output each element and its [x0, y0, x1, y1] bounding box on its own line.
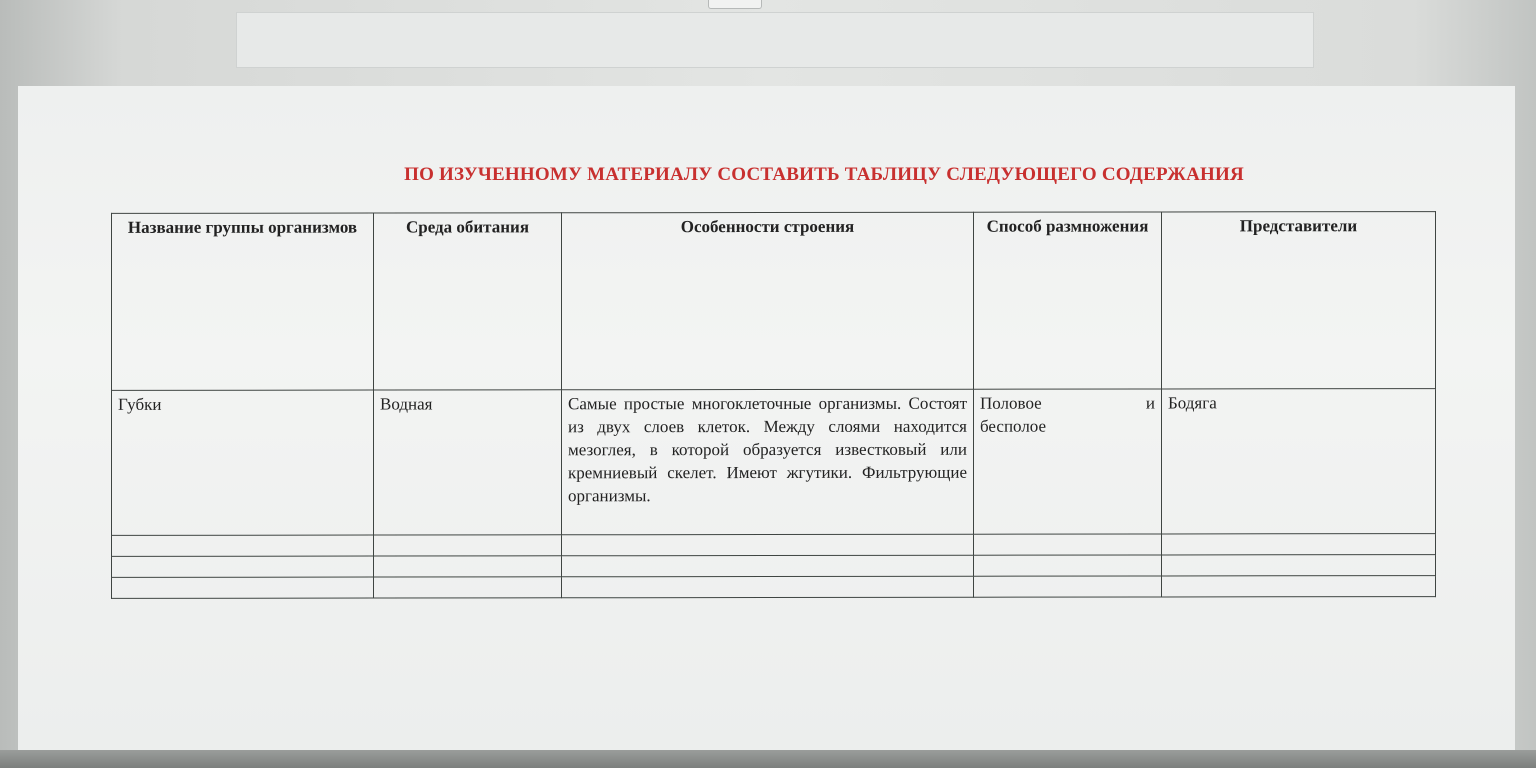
cell-reproduction: [974, 389, 1162, 534]
empty-cell: [974, 576, 1162, 597]
header-reproduction: Способ размножения: [974, 212, 1162, 389]
header-representatives: Представители: [1162, 212, 1436, 389]
empty-cell: [974, 534, 1162, 555]
empty-cell: [112, 556, 374, 577]
reproduction-line: [980, 391, 1155, 414]
reproduction-and: и: [1145, 393, 1155, 413]
slide-title: ПО ИЗУЧЕННОМУ МАТЕРИАЛУ СОСТАВИТЬ ТАБЛИЦУ СЛЕДУЮЩЕГО СОДЕРЖАНИЯ: [404, 164, 1244, 185]
table-row: [112, 389, 1436, 536]
slide: [18, 86, 1515, 751]
table-header-row: [112, 212, 1436, 391]
empty-cell: [562, 576, 974, 598]
header-habitat: Среда обитания: [374, 213, 562, 390]
empty-cell: [112, 535, 374, 556]
table-row-empty: [112, 555, 1436, 578]
bottom-bezel: [0, 750, 1536, 768]
cell-habitat: Водная: [374, 390, 562, 535]
empty-cell: [562, 534, 974, 556]
reproduction-sexual: Половое: [980, 393, 1042, 413]
empty-cell: [112, 577, 374, 598]
cell-representatives: Бодяга: [1162, 389, 1436, 534]
header-group-name: Название группы организмов: [112, 213, 374, 390]
empty-cell: [1162, 576, 1436, 597]
cell-group: Губки: [112, 390, 374, 535]
empty-cell: [974, 555, 1162, 576]
empty-cell: [374, 556, 562, 577]
reproduction-asexual: бесполое: [980, 416, 1047, 436]
empty-cell: [1162, 534, 1436, 555]
task-table: [111, 211, 1436, 599]
table-row-empty: [112, 534, 1436, 557]
empty-cell: [1162, 555, 1436, 576]
empty-cell: [562, 555, 974, 577]
cell-structure: Самые простые многоклеточные организмы. Состоят из двух слоев клеток. Между слоями находится мезоглея, в которой образуется известковый или кремниевый скелет. Имеют жгутики. Фильтрующие организмы.: [562, 389, 974, 535]
top-tab-handle[interactable]: [708, 0, 762, 9]
table-row-empty: [112, 576, 1436, 599]
empty-cell: [374, 535, 562, 556]
header-structure: Особенности строения: [562, 212, 974, 390]
top-panel: [236, 12, 1314, 68]
empty-cell: [374, 577, 562, 598]
